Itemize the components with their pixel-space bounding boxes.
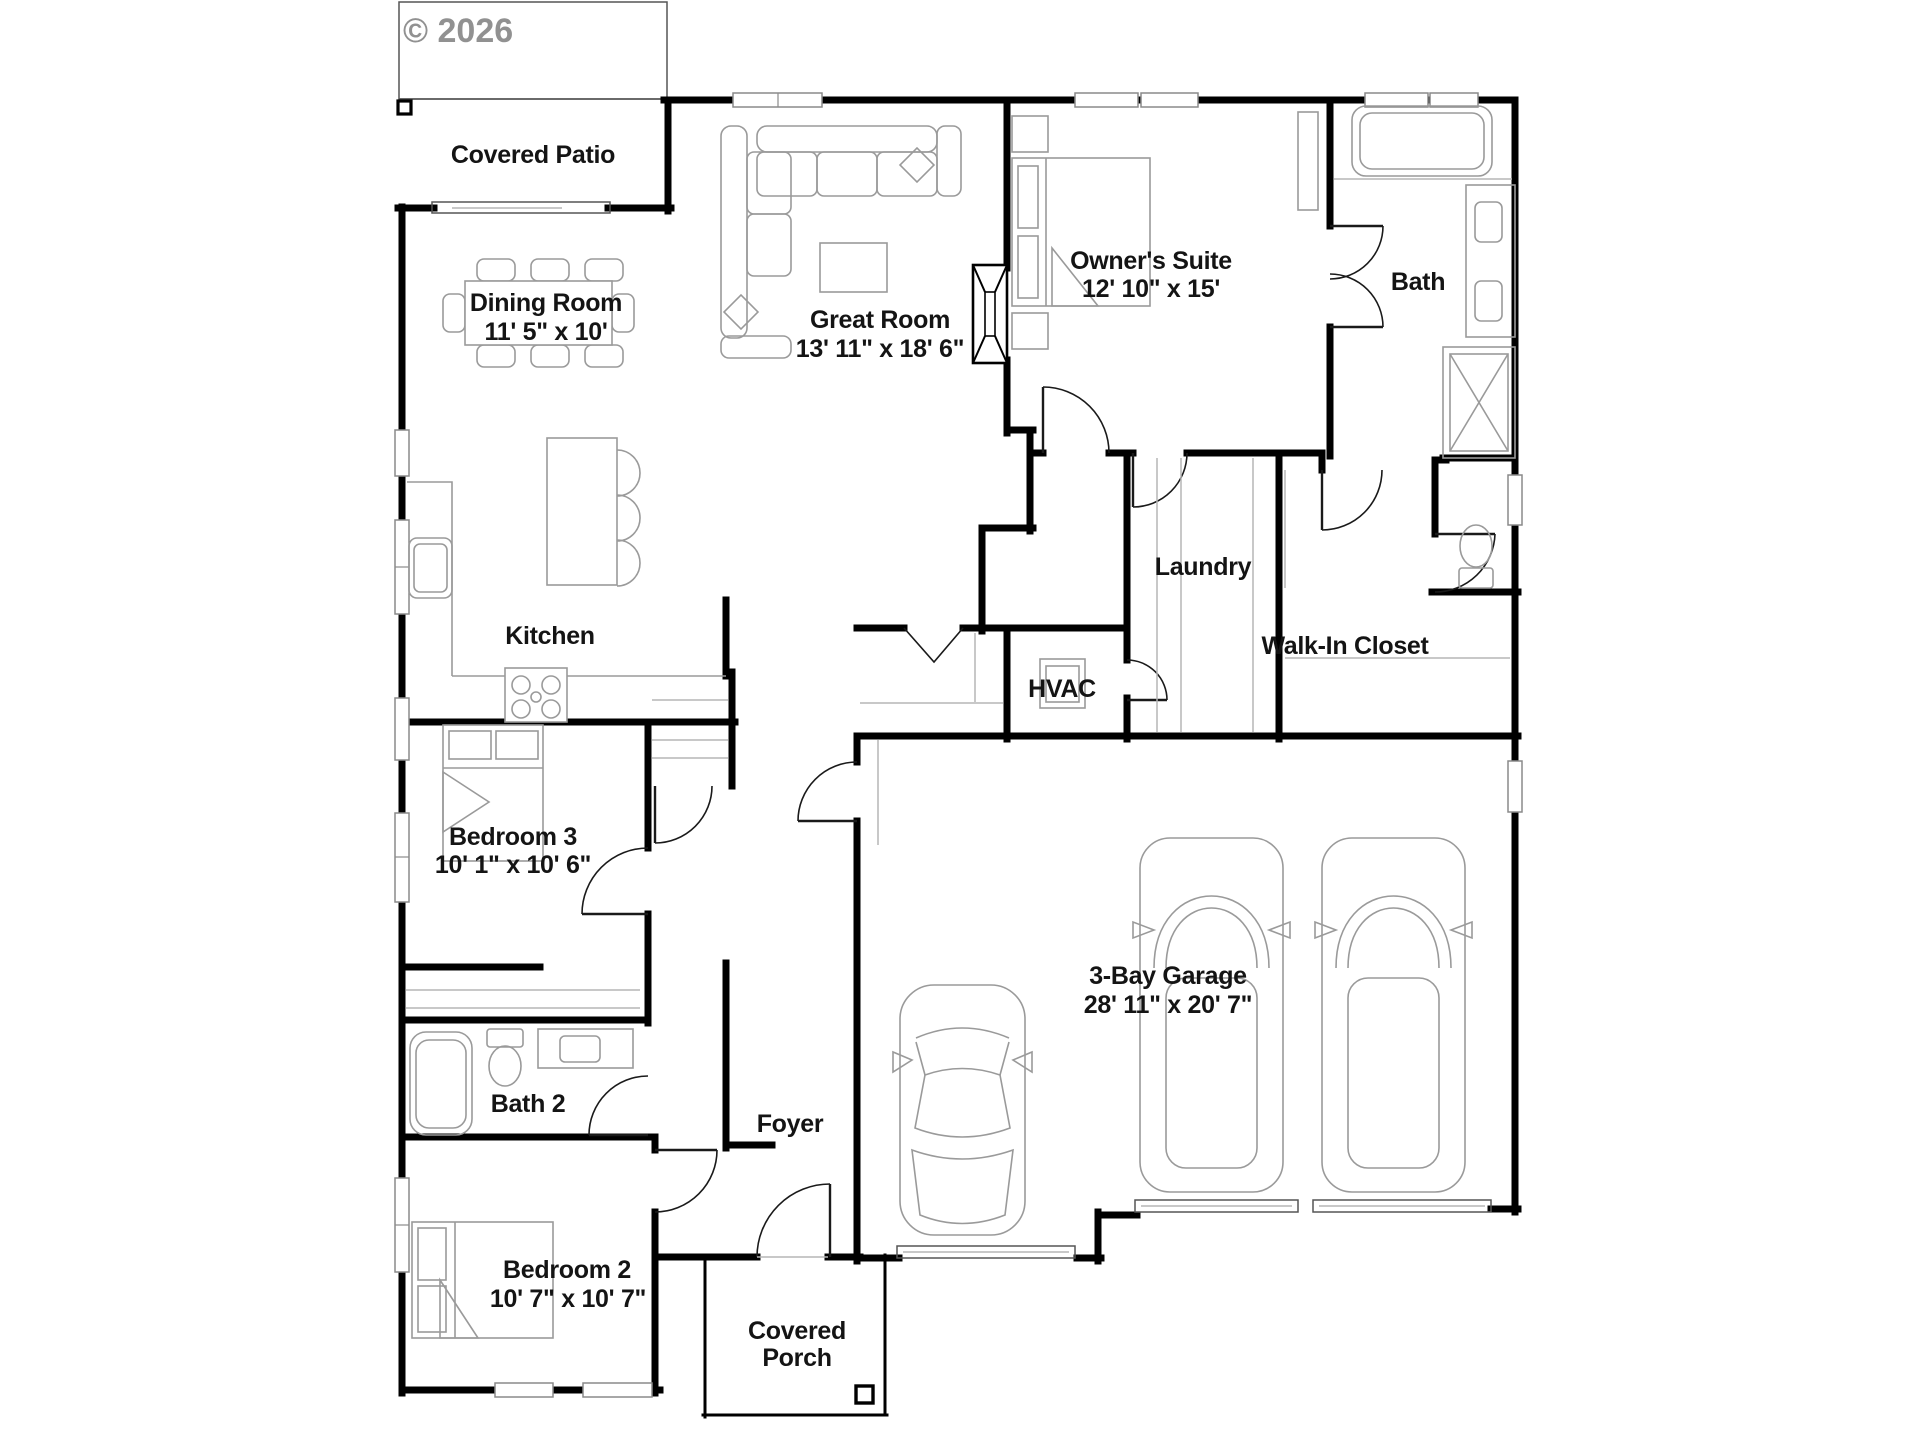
car-suv-icon: [1315, 838, 1472, 1192]
car-sedan-icon: [893, 985, 1032, 1235]
kitchen-sink-icon: [409, 538, 452, 598]
double-vanity-icon: [1466, 185, 1515, 337]
label-garage: 3-Bay Garage: [1089, 962, 1247, 990]
label-walk-in-closet: Walk-In Closet: [1261, 632, 1429, 660]
porch-pillar: [856, 1386, 873, 1403]
copyright-watermark: © 2026: [403, 12, 514, 50]
toilet2-icon: [487, 1029, 523, 1086]
label-owners-suite: Owner's Suite: [1070, 247, 1232, 275]
label-dining-room: Dining Room: [469, 289, 623, 317]
label-great-room-dims: 13' 11" x 18' 6": [795, 335, 965, 363]
label-bedroom-3: Bedroom 3: [449, 823, 577, 851]
kitchen-island-icon: [547, 438, 640, 586]
coffee-table-icon: [820, 243, 887, 292]
vanity2-icon: [538, 1029, 633, 1068]
label-laundry: Laundry: [1154, 553, 1252, 581]
label-great-room: Great Room: [809, 306, 951, 334]
stove-icon: [505, 668, 567, 722]
owners-bed-icon: [1012, 116, 1150, 349]
label-covered-patio: Covered Patio: [450, 141, 616, 169]
walk-in-closet-shelves: [860, 470, 1510, 703]
label-garage-dims: 28' 11" x 20' 7": [1083, 991, 1253, 1019]
label-owners-suite-dims: 12' 10" x 15': [1081, 275, 1221, 303]
label-covered-porch-line1: Covered: [748, 1317, 846, 1345]
label-dining-room-dims: 11' 5" x 10': [484, 318, 608, 346]
label-bath: Bath: [1390, 268, 1446, 296]
dresser-icon: [1298, 112, 1318, 210]
laundry-counter: [1154, 458, 1253, 732]
label-bedroom-3-dims: 10' 1" x 10' 6": [434, 851, 592, 879]
fireplace-icon: [973, 265, 1007, 363]
label-bedroom-2: Bedroom 2: [503, 1256, 631, 1284]
label-kitchen: Kitchen: [505, 622, 595, 650]
shower-icon: [1443, 347, 1515, 458]
bathtub2-icon: [410, 1032, 472, 1135]
garage-door-icon: [897, 1200, 1491, 1258]
sliding-door-icon: [432, 202, 610, 213]
label-hvac: HVAC: [1028, 675, 1096, 703]
bathtub-icon: [1334, 106, 1512, 179]
label-bath-2: Bath 2: [490, 1090, 566, 1118]
label-foyer: Foyer: [756, 1110, 824, 1138]
label-covered-porch-line2: Porch: [762, 1344, 832, 1372]
label-bedroom-2-dims: 10' 7" x 10' 7": [489, 1285, 647, 1313]
